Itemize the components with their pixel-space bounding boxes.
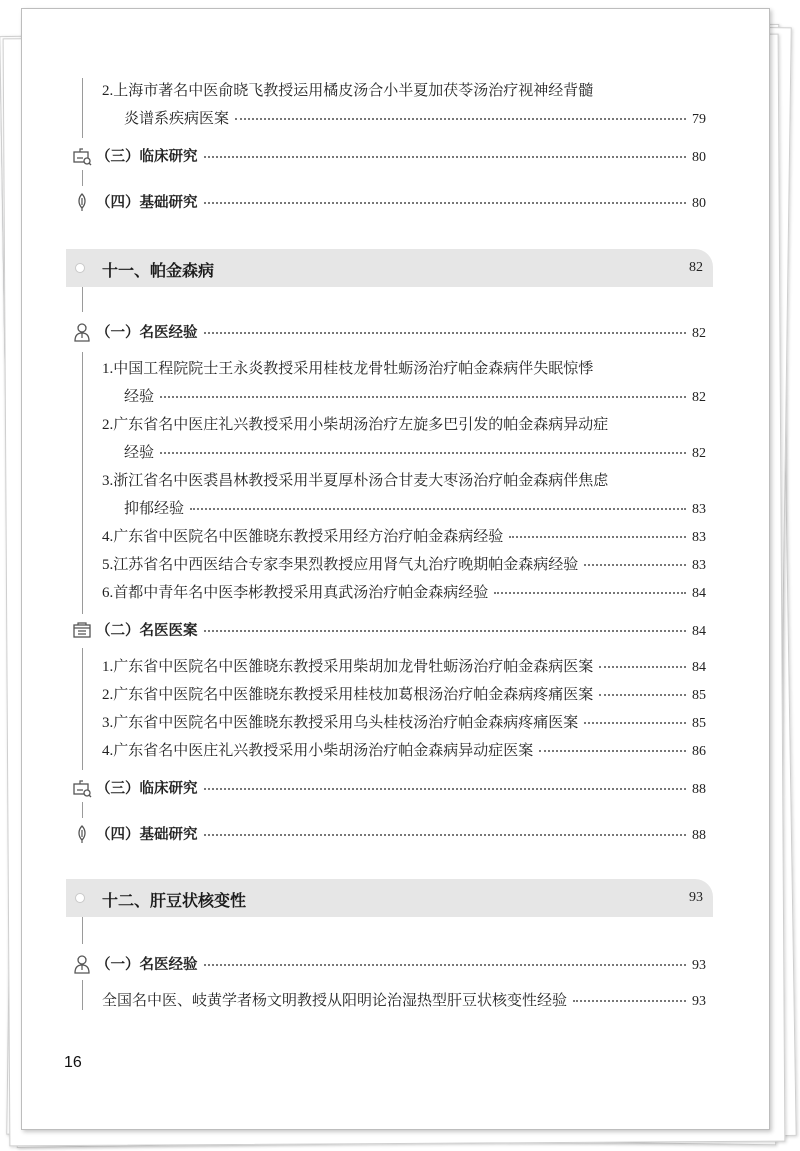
leader-dots <box>584 564 686 566</box>
toc-entry-line1[interactable]: 3.浙江省名中医裘昌林教授采用半夏厚朴汤合甘麦大枣汤治疗帕金森病伴焦虑 <box>102 473 609 489</box>
leader-dots <box>160 452 686 454</box>
doctor-icon <box>72 954 92 974</box>
toc-entry-text: （二）名医医案 <box>96 623 198 639</box>
toc-entry-text: 经验 <box>124 389 155 405</box>
pen-nib-icon <box>72 824 92 844</box>
leader-dots <box>160 396 686 398</box>
toc-entry-line1[interactable]: 2.广东省名中医庄礼兴教授采用小柴胡汤治疗左旋多巴引发的帕金森病异动症 <box>102 417 609 433</box>
chapter-title: 十一、帕金森病 <box>102 261 215 280</box>
toc-entry-text: 经验 <box>124 445 155 461</box>
toc-entry-text: 3.广东省中医院名中医雒晓东教授采用乌头桂枝汤治疗帕金森病疼痛医案 <box>102 715 579 731</box>
toc-entry[interactable] <box>102 658 706 677</box>
leader-dots <box>235 118 686 120</box>
toc-entry[interactable] <box>102 528 706 547</box>
chapter-page-number: 82 <box>689 260 703 275</box>
connector-line <box>82 648 83 770</box>
toc-page-number: 83 <box>692 558 706 573</box>
toc-entry[interactable] <box>102 584 706 603</box>
toc-entry-text: 炎谱系疾病医案 <box>124 111 230 127</box>
chapter-page-number: 93 <box>689 890 703 905</box>
toc-page-number: 82 <box>692 446 706 461</box>
case-folder-icon <box>72 620 92 640</box>
toc-entry-line1[interactable]: 2.上海市著名中医俞晓飞教授运用橘皮汤合小半夏加茯苓汤治疗视神经背髓 <box>102 83 594 99</box>
page-number: 16 <box>64 1054 82 1071</box>
leader-dots <box>599 694 686 696</box>
toc-page-number: 84 <box>692 624 706 639</box>
toc-entry[interactable] <box>124 444 706 463</box>
toc-subsection-experience[interactable] <box>96 324 706 343</box>
toc-entry-text: （四）基础研究 <box>96 195 198 211</box>
toc-subsection-basic[interactable] <box>96 826 706 845</box>
toc-entry[interactable] <box>124 388 706 407</box>
toc-page-number: 82 <box>692 390 706 405</box>
leader-dots <box>204 788 687 790</box>
leader-dots <box>204 332 687 334</box>
connector-line <box>82 802 83 818</box>
leader-dots <box>584 722 686 724</box>
leader-dots <box>204 156 687 158</box>
leader-dots <box>539 750 686 752</box>
toc-entry-text: 5.江苏省名中西医结合专家李果烈教授应用肾气丸治疗晚期帕金森病经验 <box>102 557 579 573</box>
toc-page-number: 84 <box>692 660 706 675</box>
toc-entry[interactable] <box>124 110 706 129</box>
chapter-heading-11[interactable] <box>66 249 713 287</box>
leader-dots <box>204 834 687 836</box>
toc-entry-text: 1.广东省中医院名中医雒晓东教授采用柴胡加龙骨牡蛎汤治疗帕金森病医案 <box>102 659 594 675</box>
toc-subsection-experience[interactable] <box>96 956 706 975</box>
toc-entry-line1[interactable]: 1.中国工程院院士王永炎教授采用桂枝龙骨牡蛎汤治疗帕金森病伴失眠惊悸 <box>102 361 594 377</box>
toc-entry[interactable] <box>102 556 706 575</box>
toc-page-number: 86 <box>692 744 706 759</box>
toc-entry[interactable] <box>102 714 706 733</box>
toc-entry-text: （三）临床研究 <box>96 149 198 165</box>
leader-dots <box>599 666 686 668</box>
toc-entry[interactable] <box>102 686 706 705</box>
connector-line <box>82 78 83 138</box>
toc-page-number: 88 <box>692 828 706 843</box>
toc-page-number: 80 <box>692 150 706 165</box>
chapter-title: 十二、肝豆状核变性 <box>102 891 247 910</box>
toc-page-number: 80 <box>692 196 706 211</box>
toc-subsection-cases[interactable] <box>96 622 706 641</box>
leader-dots <box>509 536 686 538</box>
toc-entry[interactable] <box>102 742 706 761</box>
chapter-heading-12[interactable] <box>66 879 713 917</box>
pen-nib-icon <box>72 192 92 212</box>
toc-entry[interactable] <box>102 992 706 1011</box>
toc-page-number: 93 <box>692 958 706 973</box>
connector-line <box>82 914 83 944</box>
toc-entry-text: （一）名医经验 <box>96 325 198 341</box>
toc-subsection-clinical[interactable] <box>96 780 706 799</box>
toc-entry-text: 全国名中医、岐黄学者杨文明教授从阳明论治湿热型肝豆状核变性经验 <box>102 993 568 1009</box>
toc-entry-text: 2.广东省中医院名中医雒晓东教授采用桂枝加葛根汤治疗帕金森病疼痛医案 <box>102 687 594 703</box>
leader-dots <box>494 592 686 594</box>
toc-page-number: 79 <box>692 112 706 127</box>
toc-entry[interactable] <box>124 500 706 519</box>
toc-page-number: 85 <box>692 716 706 731</box>
toc-page-number: 83 <box>692 502 706 517</box>
toc-entry-text: （四）基础研究 <box>96 827 198 843</box>
toc-subsection-basic[interactable] <box>96 194 706 213</box>
toc-subsection-clinical[interactable] <box>96 148 706 167</box>
toc-entry-text: 4.广东省名中医庄礼兴教授采用小柴胡汤治疗帕金森病异动症医案 <box>102 743 534 759</box>
toc-page-number: 85 <box>692 688 706 703</box>
connector-line <box>82 284 83 312</box>
leader-dots <box>204 964 687 966</box>
microscope-icon <box>72 146 92 166</box>
toc-page-number: 82 <box>692 326 706 341</box>
leader-dots <box>204 630 687 632</box>
chapter-bullet <box>75 263 85 273</box>
microscope-icon <box>72 778 92 798</box>
connector-line <box>82 352 83 614</box>
toc-page-number: 93 <box>692 994 706 1009</box>
toc-entry-text: 6.首都中青年名中医李彬教授采用真武汤治疗帕金森病经验 <box>102 585 489 601</box>
connector-line <box>82 170 83 186</box>
doctor-icon <box>72 322 92 342</box>
toc-page-number: 88 <box>692 782 706 797</box>
toc-page-number: 84 <box>692 586 706 601</box>
toc-entry-text: （三）临床研究 <box>96 781 198 797</box>
leader-dots <box>190 508 686 510</box>
chapter-bullet <box>75 893 85 903</box>
toc-entry-text: 抑郁经验 <box>124 501 185 517</box>
leader-dots <box>204 202 687 204</box>
connector-line <box>82 980 83 1010</box>
leader-dots <box>573 1000 686 1002</box>
toc-entry-text: （一）名医经验 <box>96 957 198 973</box>
toc-entry-text: 4.广东省中医院名中医雒晓东教授采用经方治疗帕金森病经验 <box>102 529 504 545</box>
toc-page-number: 83 <box>692 530 706 545</box>
